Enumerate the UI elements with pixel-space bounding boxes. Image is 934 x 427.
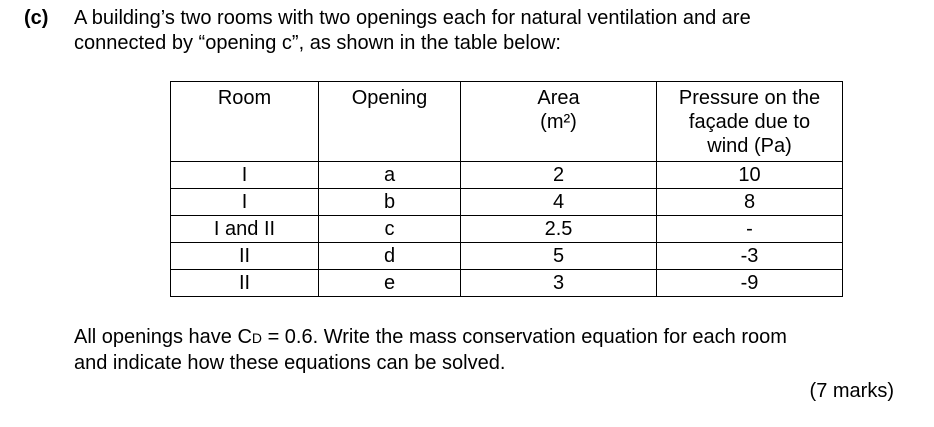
question-label: (c) — [24, 7, 49, 29]
table-row — [171, 243, 843, 270]
table-header-row — [171, 82, 843, 162]
header-area: Area (m²) — [461, 82, 657, 162]
cell-pressure: - — [657, 216, 843, 243]
question-line-2: connected by “opening c”, as shown in the table below: — [74, 32, 561, 54]
cell-room: II — [171, 270, 319, 297]
table-row — [171, 189, 843, 216]
openings-table — [170, 81, 843, 297]
cell-room: I — [171, 189, 319, 216]
cell-room: II — [171, 243, 319, 270]
table-row — [171, 216, 843, 243]
cell-opening: e — [319, 270, 461, 297]
cell-opening: c — [319, 216, 461, 243]
header-pressure: Pressure on the façade due to wind (Pa) — [657, 82, 843, 162]
table-row — [171, 162, 843, 189]
question-line-1: A building’s two rooms with two openings each for natural ventilation and are — [74, 7, 751, 29]
header-room: Room — [171, 82, 319, 162]
cell-pressure: -3 — [657, 243, 843, 270]
instruction-line-1: All openings have CD = 0.6. Write the mass conservation equation for each room — [74, 326, 787, 348]
cell-room: I — [171, 162, 319, 189]
cell-pressure: -9 — [657, 270, 843, 297]
cell-pressure: 8 — [657, 189, 843, 216]
instruction-line-2: and indicate how these equations can be solved. — [74, 352, 506, 374]
cell-area: 5 — [461, 243, 657, 270]
cell-area: 3 — [461, 270, 657, 297]
cell-room: I and II — [171, 216, 319, 243]
marks-label: (7 marks) — [809, 380, 894, 402]
cell-area: 2 — [461, 162, 657, 189]
cell-opening: a — [319, 162, 461, 189]
cell-opening: d — [319, 243, 461, 270]
header-opening: Opening — [319, 82, 461, 162]
table-row — [171, 270, 843, 297]
cell-opening: b — [319, 189, 461, 216]
subscript-d: D — [251, 330, 263, 346]
cell-pressure: 10 — [657, 162, 843, 189]
instruction-text — [74, 325, 787, 376]
cell-area: 4 — [461, 189, 657, 216]
cell-area: 2.5 — [461, 216, 657, 243]
